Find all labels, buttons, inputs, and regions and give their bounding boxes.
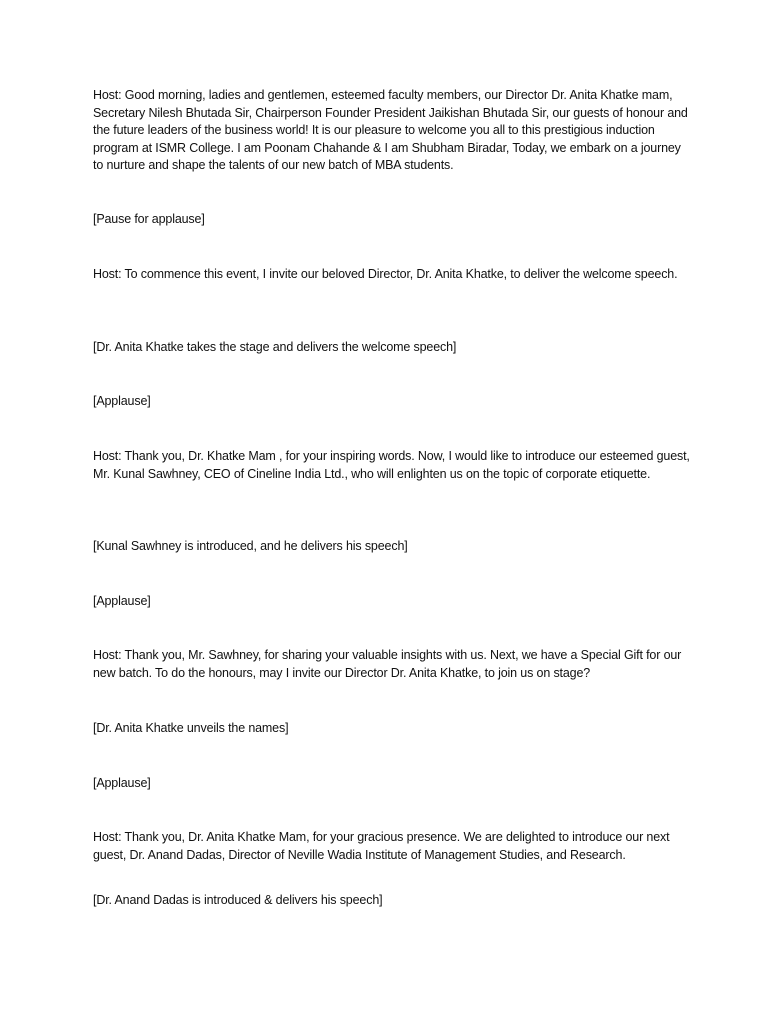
stage-direction: [Applause] (93, 776, 151, 790)
host-paragraph: Host: Thank you, Dr. Anita Khatke Mam, for your gracious presence. We are delighted to introduce our next guest, Dr. Anand Dadas, Director of Neville Wadia Institute of Management Studies, and Research. (93, 830, 670, 862)
stage-direction: [Pause for applause] (93, 212, 205, 226)
stage-direction: [Applause] (93, 394, 151, 408)
host-paragraph: Host: Good morning, ladies and gentlemen, esteemed faculty members, our Director Dr. Anita Khatke mam, Secretary Nilesh Bhutada Sir, Chairperson Founder President Jaikishan Bhutada Sir, our guests of honour and the future leaders of the business world! It is our pleasure to welcome you all to this prestigious induction program at ISMR College. I am Poonam Chahande & I am Shubham Biradar, Today, we embark on a journey to nurture and shape the talents of our new batch of MBA students. (93, 88, 688, 173)
stage-direction: [Applause] (93, 594, 151, 608)
stage-direction: [Dr. Anand Dadas is introduced & delivers his speech] (93, 893, 383, 907)
stage-direction: [Kunal Sawhney is introduced, and he delivers his speech] (93, 539, 408, 553)
stage-direction: [Dr. Anita Khatke unveils the names] (93, 721, 289, 735)
host-paragraph: Host: Thank you, Mr. Sawhney, for sharing your valuable insights with us. Next, we have a Special Gift for our new batch. To do the honours, may I invite our Director Dr. Anita Khatke, to join us on stage? (93, 648, 682, 680)
host-paragraph: Host: Thank you, Dr. Khatke Mam , for your inspiring words. Now, I would like to introduce our esteemed guest, Mr. Kunal Sawhney, CEO of Cineline India Ltd., who will enlighten us on the topic of corporate etiquette. (93, 449, 690, 481)
stage-direction: [Dr. Anita Khatke takes the stage and delivers the welcome speech] (93, 340, 457, 354)
host-paragraph: Host: To commence this event, I invite our beloved Director, Dr. Anita Khatke, to deliver the welcome speech. (93, 267, 678, 281)
